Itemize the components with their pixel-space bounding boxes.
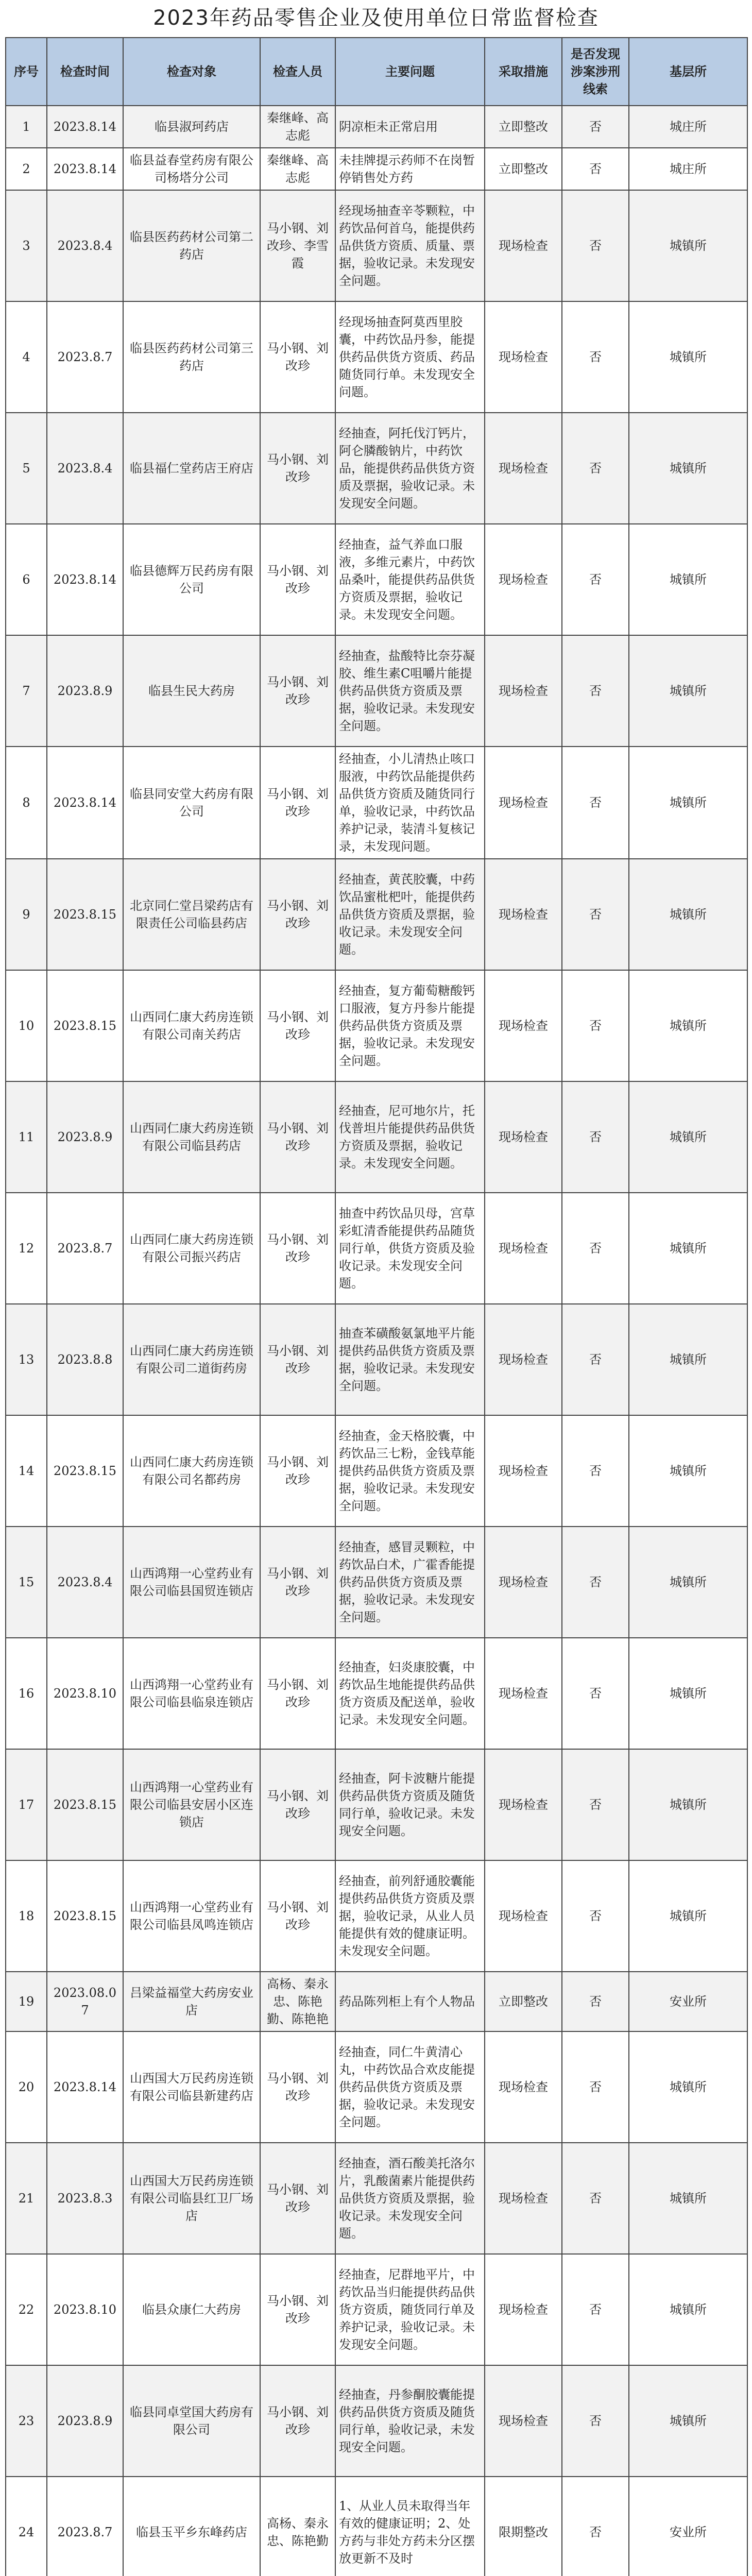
table-row (6, 747, 747, 859)
table-row (6, 1193, 747, 1304)
table-row (6, 148, 747, 190)
cell-target: 山西同仁康大药房连锁有限公司名都药房 (123, 1415, 260, 1527)
table-row (6, 635, 747, 747)
cell-issue: 抽查苯磺酸氨氯地平片能提供药品供货方资质及票据，验收记录。未发现安全问题。 (335, 1304, 485, 1415)
cell-issue: 经抽查，金天格胶囊，中药饮品三七粉，金钱草能提供药品供货方资质及票据，验收记录。未发现安全问题。 (335, 1415, 485, 1527)
cell-issue: 经抽查，丹参酮胶囊能提供药品供货方资质及随货同行单，验收记录，未发现安全问题。 (335, 2365, 485, 2477)
cell-inspector: 马小钢、刘改珍 (260, 1304, 335, 1415)
cell-office: 城镇所 (629, 1749, 747, 1860)
cell-measure: 现场检查 (485, 1304, 562, 1415)
cell-date: 2023.8.7 (47, 2477, 123, 2576)
table-body (6, 106, 747, 2576)
cell-date: 2023.8.14 (47, 747, 123, 859)
cell-no: 4 (6, 301, 47, 413)
cell-measure: 现场检查 (485, 1081, 562, 1193)
cell-inspector: 马小钢、刘改珍 (260, 747, 335, 859)
cell-measure: 现场检查 (485, 1638, 562, 1749)
cell-office: 城庄所 (629, 148, 747, 190)
cell-inspector: 马小钢、刘改珍 (260, 1415, 335, 1527)
cell-target: 山西鸿翔一心堂药业有限公司临县安居小区连锁店 (123, 1749, 260, 1860)
table-header (6, 38, 747, 106)
table-row (6, 1304, 747, 1415)
table-row (6, 859, 747, 970)
cell-target: 山西同仁康大药房连锁有限公司二道街药房 (123, 1304, 260, 1415)
cell-no: 21 (6, 2143, 47, 2254)
cell-office: 城镇所 (629, 301, 747, 413)
cell-measure: 现场检查 (485, 2254, 562, 2365)
cell-measure: 现场检查 (485, 635, 562, 747)
cell-inspector: 秦继峰、高志彪 (260, 148, 335, 190)
table-row (6, 1527, 747, 1638)
page-title: 2023年药品零售企业及使用单位日常监督检查 (153, 6, 599, 30)
cell-inspector: 高杨、秦永忠、陈艳勤、陈艳艳 (260, 1972, 335, 2031)
cell-no: 9 (6, 859, 47, 970)
cell-inspector: 马小钢、刘改珍 (260, 1193, 335, 1304)
cell-no: 17 (6, 1749, 47, 1860)
cell-no: 13 (6, 1304, 47, 1415)
cell-measure: 现场检查 (485, 2031, 562, 2143)
cell-target: 临县同安堂大药房有限公司 (123, 747, 260, 859)
cell-suspect: 否 (562, 2365, 629, 2477)
cell-issue: 经抽查，益气养血口服液，多维元素片，中药饮品桑叶，能提供药品供货方资质及票据，验收记录。未发现安全问题。 (335, 524, 485, 635)
cell-office: 城镇所 (629, 2365, 747, 2477)
cell-date: 2023.8.14 (47, 2031, 123, 2143)
cell-target: 临县医药药材公司第三药店 (123, 301, 260, 413)
cell-suspect: 否 (562, 859, 629, 970)
cell-target: 临县淑珂药店 (123, 106, 260, 148)
cell-suspect: 否 (562, 190, 629, 301)
cell-no: 2 (6, 148, 47, 190)
cell-no: 12 (6, 1193, 47, 1304)
cell-measure: 限期整改 (485, 2477, 562, 2576)
cell-measure: 现场检查 (485, 413, 562, 524)
cell-measure: 立即整改 (485, 106, 562, 148)
cell-date: 2023.8.10 (47, 2254, 123, 2365)
cell-inspector: 马小钢、刘改珍 (260, 413, 335, 524)
cell-date: 2023.8.9 (47, 2365, 123, 2477)
cell-no: 20 (6, 2031, 47, 2143)
cell-target: 山西同仁康大药房连锁有限公司南关药店 (123, 970, 260, 1081)
cell-no: 10 (6, 970, 47, 1081)
cell-inspector: 马小钢、刘改珍、李雪霞 (260, 190, 335, 301)
cell-no: 16 (6, 1638, 47, 1749)
cell-date: 2023.8.4 (47, 413, 123, 524)
cell-no: 5 (6, 413, 47, 524)
cell-suspect: 否 (562, 524, 629, 635)
table-row (6, 2365, 747, 2477)
cell-inspector: 马小钢、刘改珍 (260, 2031, 335, 2143)
cell-no: 1 (6, 106, 47, 148)
cell-suspect: 否 (562, 1081, 629, 1193)
cell-date: 2023.8.9 (47, 1081, 123, 1193)
cell-issue: 阴凉柜未正常启用 (335, 106, 485, 148)
cell-date: 2023.08.07 (47, 1972, 123, 2031)
cell-target: 山西鸿翔一心堂药业有限公司临县临泉连锁店 (123, 1638, 260, 1749)
cell-issue: 经抽查，阿托伐汀钙片，阿仑膦酸钠片，中药饮品，能提供药品供货方资质及票据，验收记录。未发现安全问题。 (335, 413, 485, 524)
cell-inspector: 高杨、秦永忠、陈艳勤 (260, 2477, 335, 2576)
table-row (6, 413, 747, 524)
cell-suspect: 否 (562, 2031, 629, 2143)
table-row (6, 2031, 747, 2143)
cell-office: 城镇所 (629, 2031, 747, 2143)
cell-suspect: 否 (562, 1749, 629, 1860)
cell-office: 城镇所 (629, 1527, 747, 1638)
cell-date: 2023.8.15 (47, 859, 123, 970)
cell-no: 22 (6, 2254, 47, 2365)
cell-measure: 现场检查 (485, 970, 562, 1081)
table-row (6, 1638, 747, 1749)
cell-office: 安业所 (629, 2477, 747, 2576)
cell-target: 山西国大万民药房连锁有限公司临县红卫厂场店 (123, 2143, 260, 2254)
cell-target: 临县同卓堂国大药房有限公司 (123, 2365, 260, 2477)
cell-suspect: 否 (562, 1860, 629, 1972)
cell-inspector: 马小钢、刘改珍 (260, 1081, 335, 1193)
cell-no: 3 (6, 190, 47, 301)
cell-no: 24 (6, 2477, 47, 2576)
cell-issue: 1、从业人员未取得当年有效的健康证明；2、处方药与非处方药未分区摆放更新不及时 (335, 2477, 485, 2576)
cell-issue: 经抽查，阿卡波糖片能提供药品供货方资质及随货同行单，验收记录。未发现安全问题。 (335, 1749, 485, 1860)
cell-issue: 经抽查，尼群地平片，中药饮品当归能提供药品供货方资质，随货同行单及养护记录，验收记录。未发现安全问题。 (335, 2254, 485, 2365)
table-row (6, 106, 747, 148)
cell-date: 2023.8.15 (47, 1415, 123, 1527)
cell-inspector: 马小钢、刘改珍 (260, 1527, 335, 1638)
cell-office: 城镇所 (629, 1415, 747, 1527)
table-row (6, 970, 747, 1081)
cell-issue: 未挂牌提示药师不在岗暂停销售处方药 (335, 148, 485, 190)
cell-suspect: 否 (562, 106, 629, 148)
cell-issue: 经抽查，酒石酸美托洛尔片，乳酸菌素片能提供药品供货方资质及票据，验收记录。未发现安全问题。 (335, 2143, 485, 2254)
cell-no: 7 (6, 635, 47, 747)
cell-date: 2023.8.7 (47, 1193, 123, 1304)
cell-office: 城镇所 (629, 859, 747, 970)
cell-target: 临县玉平乡东峰药店 (123, 2477, 260, 2576)
cell-date: 2023.8.4 (47, 1527, 123, 1638)
cell-measure: 现场检查 (485, 1415, 562, 1527)
cell-measure: 立即整改 (485, 1972, 562, 2031)
cell-suspect: 否 (562, 301, 629, 413)
cell-suspect: 否 (562, 2254, 629, 2365)
cell-no: 8 (6, 747, 47, 859)
cell-office: 城镇所 (629, 2254, 747, 2365)
cell-measure: 现场检查 (485, 1749, 562, 1860)
cell-measure: 立即整改 (485, 148, 562, 190)
table-row (6, 2477, 747, 2576)
cell-suspect: 否 (562, 1304, 629, 1415)
cell-office: 城镇所 (629, 524, 747, 635)
cell-issue: 经抽查，尼可地尔片，托伐普坦片能提供药品供货方资质及票据，验收记录。未发现安全问题。 (335, 1081, 485, 1193)
cell-date: 2023.8.8 (47, 1304, 123, 1415)
cell-no: 15 (6, 1527, 47, 1638)
cell-inspector: 马小钢、刘改珍 (260, 970, 335, 1081)
table-row (6, 524, 747, 635)
cell-target: 临县德辉万民药房有限公司 (123, 524, 260, 635)
cell-measure: 现场检查 (485, 1193, 562, 1304)
cell-inspector: 马小钢、刘改珍 (260, 301, 335, 413)
header-target: 检查对象 (123, 38, 260, 106)
header-measure: 采取措施 (485, 38, 562, 106)
cell-target: 临县益春堂药房有限公司杨塔分公司 (123, 148, 260, 190)
cell-office: 城镇所 (629, 635, 747, 747)
header-no: 序号 (6, 38, 47, 106)
cell-suspect: 否 (562, 635, 629, 747)
cell-target: 山西鸿翔一心堂药业有限公司临县凤鸣连锁店 (123, 1860, 260, 1972)
cell-inspector: 马小钢、刘改珍 (260, 1638, 335, 1749)
cell-issue: 药品陈列柜上有个人物品 (335, 1972, 485, 2031)
cell-target: 临县众康仁大药房 (123, 2254, 260, 2365)
cell-issue: 经抽查，感冒灵颗粒，中药饮品白术，广霍香能提供药品供货方资质及票据，验收记录。未发现安全问题。 (335, 1527, 485, 1638)
cell-date: 2023.8.3 (47, 2143, 123, 2254)
cell-issue: 经抽查，前列舒通胶囊能提供药品供货方资质及票据，验收记录，从业人员能提供有效的健康证明。未发现安全问题。 (335, 1860, 485, 1972)
cell-inspector: 马小钢、刘改珍 (260, 859, 335, 970)
cell-date: 2023.8.14 (47, 106, 123, 148)
cell-issue: 抽查中药饮品贝母，宫草彩虹清香能提供药品随货同行单，供货方资质及验收记录。未发现安全问题。 (335, 1193, 485, 1304)
cell-issue: 经抽查，同仁牛黄清心丸，中药饮品合欢皮能提供药品供货方资质及票据，验收记录。未发现安全问题。 (335, 2031, 485, 2143)
cell-no: 19 (6, 1972, 47, 2031)
cell-target: 北京同仁堂吕梁药店有限责任公司临县药店 (123, 859, 260, 970)
cell-issue: 经抽查，黄芪胶囊，中药饮品蜜枇杷叶，能提供药品供货方资质及票据，验收记录。未发现安全问题。 (335, 859, 485, 970)
cell-inspector: 马小钢、刘改珍 (260, 2365, 335, 2477)
cell-inspector: 马小钢、刘改珍 (260, 524, 335, 635)
table-row (6, 190, 747, 301)
cell-suspect: 否 (562, 2477, 629, 2576)
cell-suspect: 否 (562, 148, 629, 190)
cell-measure: 现场检查 (485, 747, 562, 859)
cell-office: 城镇所 (629, 1304, 747, 1415)
cell-no: 23 (6, 2365, 47, 2477)
cell-inspector: 马小钢、刘改珍 (260, 1749, 335, 1860)
cell-office: 城镇所 (629, 190, 747, 301)
cell-issue: 经抽查，小儿清热止咳口服液，中药饮品能提供药品供货方资质及随货同行单，验收记录，中药饮品养护记录，装清斗复核记录，未发现问题。 (335, 747, 485, 859)
cell-suspect: 否 (562, 1415, 629, 1527)
cell-no: 6 (6, 524, 47, 635)
cell-date: 2023.8.14 (47, 524, 123, 635)
cell-measure: 现场检查 (485, 1527, 562, 1638)
table-row (6, 1972, 747, 2031)
cell-suspect: 否 (562, 1638, 629, 1749)
cell-suspect: 否 (562, 970, 629, 1081)
cell-suspect: 否 (562, 1193, 629, 1304)
cell-office: 城镇所 (629, 413, 747, 524)
cell-inspector: 马小钢、刘改珍 (260, 635, 335, 747)
cell-suspect: 否 (562, 413, 629, 524)
cell-date: 2023.8.7 (47, 301, 123, 413)
table-row (6, 1081, 747, 1193)
cell-office: 城镇所 (629, 1081, 747, 1193)
table-row (6, 2143, 747, 2254)
cell-issue: 经现场抽查阿莫西里胶囊，中药饮品丹参，能提供药品供货方资质、药品随货同行单。未发现安全问题。 (335, 301, 485, 413)
cell-office: 城镇所 (629, 2143, 747, 2254)
cell-issue: 经抽查，盐酸特比奈芬凝胶、维生素C咀嚼片能提供药品供货方资质及票据，验收记录。未发现安全问题。 (335, 635, 485, 747)
cell-office: 城镇所 (629, 970, 747, 1081)
cell-target: 山西同仁康大药房连锁有限公司临县药店 (123, 1081, 260, 1193)
cell-target: 山西同仁康大药房连锁有限公司振兴药店 (123, 1193, 260, 1304)
cell-inspector: 马小钢、刘改珍 (260, 2143, 335, 2254)
cell-office: 城镇所 (629, 1860, 747, 1972)
cell-inspector: 马小钢、刘改珍 (260, 1860, 335, 1972)
cell-date: 2023.8.4 (47, 190, 123, 301)
header-date: 检查时间 (47, 38, 123, 106)
header-row (6, 38, 747, 106)
cell-measure: 现场检查 (485, 2143, 562, 2254)
cell-target: 临县医药药材公司第二药店 (123, 190, 260, 301)
cell-target: 吕梁益福堂大药房安业店 (123, 1972, 260, 2031)
cell-office: 安业所 (629, 1972, 747, 2031)
cell-issue: 经现场抽查辛苓颗粒，中药饮品何首乌，能提供药品供货方资质、质量、票据，验收记录。未发现安全问题。 (335, 190, 485, 301)
cell-suspect: 否 (562, 2143, 629, 2254)
cell-no: 11 (6, 1081, 47, 1193)
table-row (6, 2254, 747, 2365)
cell-date: 2023.8.9 (47, 635, 123, 747)
cell-no: 14 (6, 1415, 47, 1527)
cell-measure: 现场检查 (485, 2365, 562, 2477)
cell-target: 山西鸿翔一心堂药业有限公司临县国贸连锁店 (123, 1527, 260, 1638)
cell-date: 2023.8.15 (47, 1860, 123, 1972)
header-suspect: 是否发现涉案涉刑线索 (562, 38, 629, 106)
cell-measure: 现场检查 (485, 524, 562, 635)
table-row (6, 1415, 747, 1527)
cell-inspector: 秦继峰、高志彪 (260, 106, 335, 148)
table-row (6, 1749, 747, 1860)
inspection-table (5, 37, 748, 2576)
header-inspector: 检查人员 (260, 38, 335, 106)
cell-measure: 现场检查 (485, 301, 562, 413)
cell-office: 城庄所 (629, 106, 747, 148)
cell-target: 临县福仁堂药店王府店 (123, 413, 260, 524)
cell-date: 2023.8.10 (47, 1638, 123, 1749)
cell-office: 城镇所 (629, 1193, 747, 1304)
cell-measure: 现场检查 (485, 859, 562, 970)
cell-date: 2023.8.15 (47, 970, 123, 1081)
cell-office: 城镇所 (629, 1638, 747, 1749)
cell-measure: 现场检查 (485, 1860, 562, 1972)
cell-issue: 经抽查，妇炎康胶囊，中药饮品生地能提供药品供货方资质及配送单，验收记录。未发现安全问题。 (335, 1638, 485, 1749)
header-office: 基层所 (629, 38, 747, 106)
cell-suspect: 否 (562, 1972, 629, 2031)
cell-date: 2023.8.14 (47, 148, 123, 190)
cell-no: 18 (6, 1860, 47, 1972)
cell-measure: 现场检查 (485, 190, 562, 301)
cell-date: 2023.8.15 (47, 1749, 123, 1860)
cell-inspector: 马小钢、刘改珍 (260, 2254, 335, 2365)
cell-issue: 经抽查，复方葡萄糖酸钙口服液，复方丹参片能提供药品供货方资质及票据，验收记录。未发现安全问题。 (335, 970, 485, 1081)
cell-suspect: 否 (562, 1527, 629, 1638)
cell-target: 临县生民大药房 (123, 635, 260, 747)
header-issue: 主要问题 (335, 38, 485, 106)
cell-office: 城镇所 (629, 747, 747, 859)
cell-suspect: 否 (562, 747, 629, 859)
table-row (6, 301, 747, 413)
cell-target: 山西国大万民药房连锁有限公司临县新建药店 (123, 2031, 260, 2143)
table-row (6, 1860, 747, 1972)
